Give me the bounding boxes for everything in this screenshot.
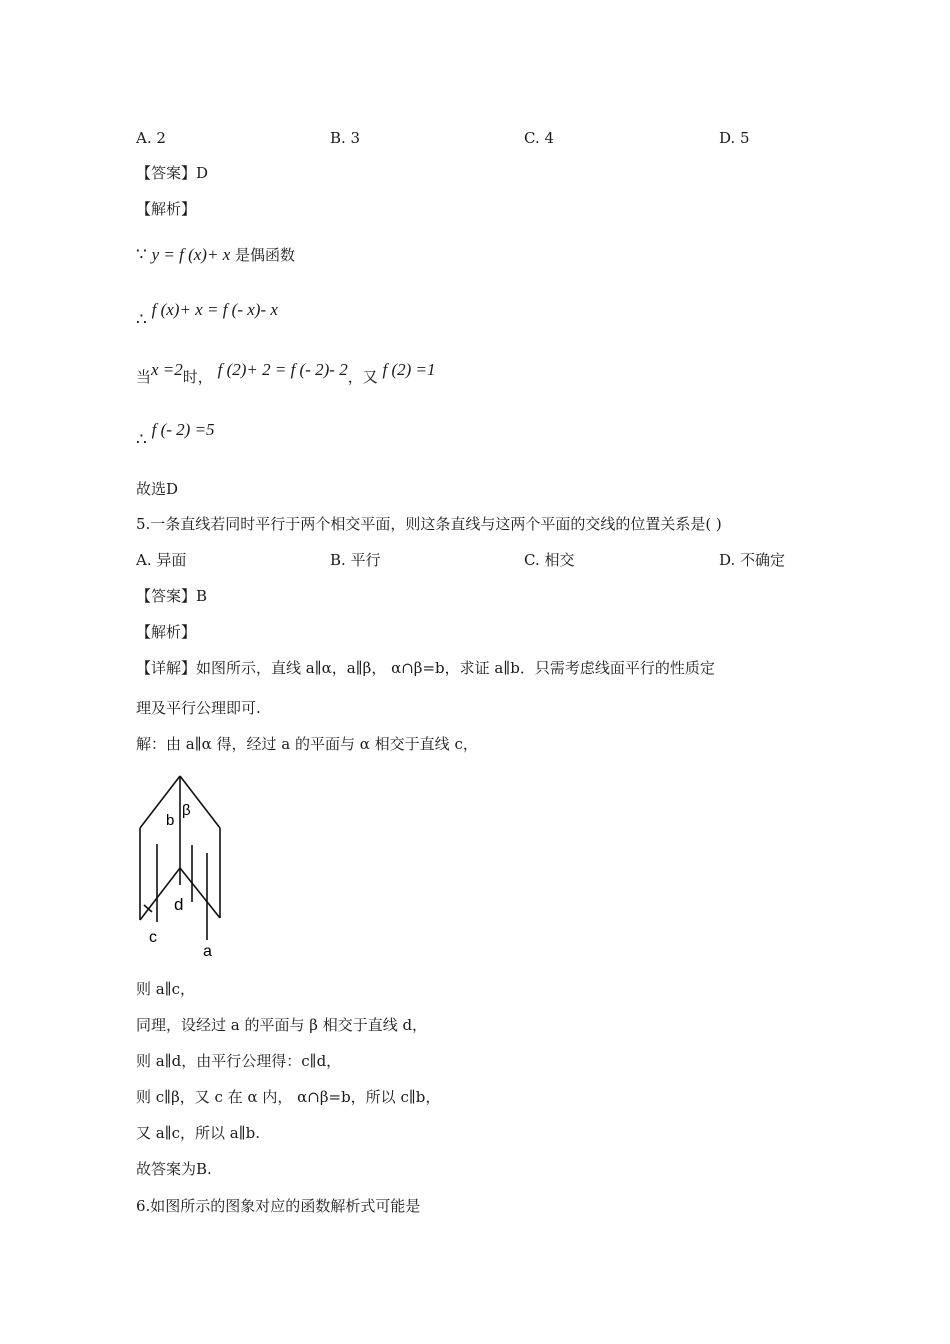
fig-label-c: c xyxy=(149,929,157,946)
q5-option-c: C. 相交 xyxy=(524,551,575,569)
q4-step-3 xyxy=(136,360,436,386)
fig-right-bottom-edge xyxy=(180,868,220,918)
q5-detail-line-1: 【详解】如图所示，直线 a∥α，a∥β， α∩β=b，求证 a∥b．只需考虑线面平行的性质定 xyxy=(136,659,715,677)
therefore-symbol-2: ∴ xyxy=(136,430,147,450)
q5-step-2: 同理，设经过 a 的平面与 β 相交于直线 d， xyxy=(136,1016,428,1034)
planes-figure xyxy=(130,770,240,965)
q5-solution-line-1: 解：由 a∥α 得，经过 a 的平面与 α 相交于直线 c， xyxy=(136,735,478,753)
q4-step-1-formula: y = f (x)+ x xyxy=(151,245,231,264)
q4-answer: 【答案】D xyxy=(136,164,209,182)
q5-step-4: 则 c∥β，又 c 在 α 内， α∩β=b，所以 c∥b， xyxy=(136,1088,441,1106)
q4-step-3-formula: f (2)+ 2 = f (- 2)- 2 xyxy=(217,360,348,379)
q5-step-3: 则 a∥d，由平行公理得：c∥d， xyxy=(136,1052,342,1070)
q5-analysis-heading: 【解析】 xyxy=(136,623,197,641)
q6-question: 6.如图所示的图象对应的函数解析式可能是 xyxy=(136,1197,421,1215)
q5-option-d: D. 不确定 xyxy=(719,551,786,569)
q4-analysis-heading: 【解析】 xyxy=(136,200,197,218)
q4-step-1-text: 是偶函数 xyxy=(235,246,296,264)
q4-option-d: D. 5 xyxy=(719,129,750,147)
q4-step-2 xyxy=(136,300,278,330)
fig-label-b: b xyxy=(166,812,175,829)
q4-step-4 xyxy=(136,420,215,450)
q4-step-4-formula: f (- 2) =5 xyxy=(151,420,215,439)
q4-step-1 xyxy=(136,245,295,265)
q5-option-a: A. 异面 xyxy=(136,551,187,569)
q4-step-2-formula: f (x)+ x = f (- x)- x xyxy=(151,300,278,319)
because-symbol: ∵ xyxy=(136,245,147,265)
fig-label-beta: β xyxy=(182,802,191,819)
q5-detail-line-2: 理及平行公理即可. xyxy=(136,699,261,717)
fig-label-a: a xyxy=(203,943,212,960)
q4-step-3-formula-2: f (2) =1 xyxy=(382,360,436,379)
q5-option-b: B. 平行 xyxy=(330,551,381,569)
q5-conclusion: 故答案为B. xyxy=(136,1160,212,1178)
q4-step-3-comma: ，又 xyxy=(347,368,378,386)
q4-option-a: A. 2 xyxy=(136,129,166,147)
q4-step-3-x: x =2 xyxy=(151,360,183,379)
q5-question: 5.一条直线若同时平行于两个相交平面，则这条直线与这两个平面的交线的位置关系是( ) xyxy=(136,515,722,533)
q4-option-b: B. 3 xyxy=(330,129,361,147)
q4-option-c: C. 4 xyxy=(524,129,555,147)
q5-step-1: 则 a∥c， xyxy=(136,980,196,998)
q5-answer: 【答案】B xyxy=(136,587,208,605)
q5-step-5: 又 a∥c，所以 a∥b. xyxy=(136,1124,261,1142)
q4-conclusion: 故选D xyxy=(136,480,179,498)
q4-step-3-prefix: 当 xyxy=(136,368,152,386)
fig-label-d: d xyxy=(174,895,184,914)
therefore-symbol: ∴ xyxy=(136,310,147,330)
q4-step-3-time: 时， xyxy=(182,368,213,386)
